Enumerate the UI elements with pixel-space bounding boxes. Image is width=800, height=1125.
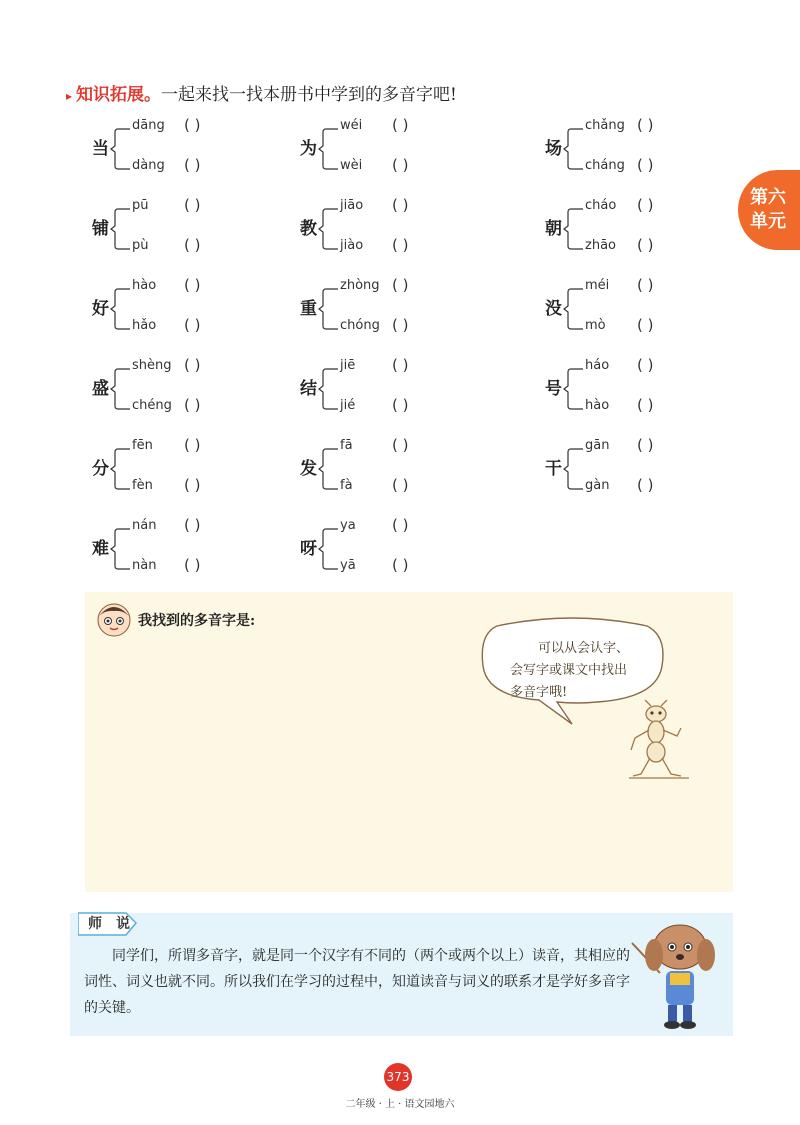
pinyin-reading: mò bbox=[585, 318, 606, 333]
answer-blank[interactable]: ( ) bbox=[184, 116, 201, 134]
brace-icon bbox=[318, 446, 340, 492]
section-marker-icon: ▸ bbox=[66, 89, 73, 103]
answer-blank[interactable]: ( ) bbox=[184, 156, 201, 174]
student-avatar-icon bbox=[95, 600, 133, 638]
answer-blank[interactable]: ( ) bbox=[184, 556, 201, 574]
dog-teacher-icon bbox=[630, 913, 730, 1033]
polyphonic-group bbox=[92, 198, 322, 258]
pinyin-reading: shèng bbox=[132, 358, 172, 373]
brace-icon bbox=[563, 366, 585, 412]
brace-icon bbox=[318, 126, 340, 172]
polyphonic-char: 没 bbox=[545, 299, 562, 319]
brace-icon bbox=[563, 446, 585, 492]
bubble-line: 会写字或课文中找出 bbox=[510, 663, 628, 678]
bubble-line: 多音字哦! bbox=[510, 685, 568, 700]
teacher-says-box bbox=[70, 913, 733, 1036]
pinyin-reading: nán bbox=[132, 518, 157, 533]
brace-icon bbox=[563, 286, 585, 332]
brace-icon bbox=[110, 526, 132, 572]
pinyin-reading: gān bbox=[585, 438, 610, 453]
polyphonic-char: 重 bbox=[300, 299, 317, 319]
answer-blank[interactable]: ( ) bbox=[184, 516, 201, 534]
polyphonic-char: 干 bbox=[545, 459, 562, 479]
answer-blank[interactable]: ( ) bbox=[637, 116, 654, 134]
brace-icon bbox=[318, 526, 340, 572]
pinyin-reading: zhòng bbox=[340, 278, 380, 293]
answer-area[interactable] bbox=[85, 592, 733, 892]
answer-blank[interactable]: ( ) bbox=[637, 396, 654, 414]
pinyin-reading: hǎo bbox=[132, 318, 157, 333]
answer-blank[interactable]: ( ) bbox=[637, 156, 654, 174]
teacher-text bbox=[84, 943, 632, 1021]
pinyin-reading: fēn bbox=[132, 438, 153, 453]
bubble-text bbox=[510, 638, 660, 704]
polyphonic-char: 当 bbox=[92, 139, 109, 159]
polyphonic-char: 结 bbox=[300, 379, 317, 399]
brace-icon bbox=[110, 206, 132, 252]
answer-blank[interactable]: ( ) bbox=[184, 236, 201, 254]
pinyin-reading: jiào bbox=[340, 238, 364, 253]
answer-blank[interactable]: ( ) bbox=[637, 236, 654, 254]
pinyin-reading: dāng bbox=[132, 118, 165, 133]
section-heading: 知识拓展。 bbox=[76, 85, 162, 105]
answer-blank[interactable]: ( ) bbox=[184, 436, 201, 454]
pinyin-reading: pū bbox=[132, 198, 149, 213]
answer-blank[interactable]: ( ) bbox=[184, 356, 201, 374]
answer-blank[interactable]: ( ) bbox=[392, 196, 409, 214]
polyphonic-char: 教 bbox=[300, 219, 317, 239]
polyphonic-group bbox=[300, 198, 530, 258]
footer-text: 二年级 · 上 · 语文园地六 bbox=[345, 1099, 455, 1110]
brace-icon bbox=[318, 286, 340, 332]
pinyin-reading: zhāo bbox=[585, 238, 616, 253]
answer-blank[interactable]: ( ) bbox=[637, 476, 654, 494]
polyphonic-group bbox=[300, 358, 530, 418]
brace-icon bbox=[318, 366, 340, 412]
pinyin-reading: chǎng bbox=[585, 118, 625, 133]
brace-icon bbox=[318, 206, 340, 252]
teacher-tag-label: 师说 bbox=[88, 916, 144, 932]
ant-character-icon bbox=[625, 700, 695, 780]
pinyin-reading: háo bbox=[585, 358, 610, 373]
polyphonic-char: 铺 bbox=[92, 219, 109, 239]
brace-icon bbox=[563, 206, 585, 252]
polyphonic-group bbox=[92, 278, 322, 338]
answer-blank[interactable]: ( ) bbox=[392, 436, 409, 454]
polyphonic-group bbox=[92, 518, 322, 578]
polyphonic-char: 为 bbox=[300, 139, 317, 159]
brace-icon bbox=[110, 126, 132, 172]
brace-icon bbox=[110, 366, 132, 412]
answer-blank[interactable]: ( ) bbox=[392, 396, 409, 414]
answer-blank[interactable]: ( ) bbox=[392, 156, 409, 174]
answer-blank[interactable]: ( ) bbox=[184, 276, 201, 294]
answer-blank[interactable]: ( ) bbox=[184, 476, 201, 494]
answer-blank[interactable]: ( ) bbox=[637, 356, 654, 374]
pinyin-reading: jiē bbox=[340, 358, 356, 373]
answer-blank[interactable]: ( ) bbox=[184, 316, 201, 334]
brace-icon bbox=[563, 126, 585, 172]
polyphonic-char: 好 bbox=[92, 299, 109, 319]
unit-tab-line2: 单元 bbox=[750, 211, 786, 232]
pinyin-reading: fā bbox=[340, 438, 353, 453]
pinyin-reading: jiāo bbox=[340, 198, 364, 213]
answer-blank[interactable]: ( ) bbox=[392, 276, 409, 294]
section-instruction: 一起来找一找本册书中学到的多音字吧! bbox=[161, 85, 457, 105]
polyphonic-char: 分 bbox=[92, 459, 109, 479]
answer-blank[interactable]: ( ) bbox=[392, 236, 409, 254]
brace-icon bbox=[110, 446, 132, 492]
bubble-line: 可以从会认字、 bbox=[538, 641, 630, 656]
pinyin-reading: hào bbox=[132, 278, 157, 293]
answer-blank[interactable]: ( ) bbox=[392, 316, 409, 334]
brace-icon bbox=[110, 286, 132, 332]
teacher-tag bbox=[78, 909, 144, 941]
answer-blank[interactable]: ( ) bbox=[184, 396, 201, 414]
answer-blank[interactable]: ( ) bbox=[184, 196, 201, 214]
polyphonic-group bbox=[300, 438, 530, 498]
answer-blank[interactable]: ( ) bbox=[392, 476, 409, 494]
polyphonic-group bbox=[545, 358, 775, 418]
polyphonic-char: 场 bbox=[545, 139, 562, 159]
answer-blank[interactable]: ( ) bbox=[637, 196, 654, 214]
pinyin-reading: gàn bbox=[585, 478, 610, 493]
polyphonic-char: 朝 bbox=[545, 219, 562, 239]
polyphonic-group bbox=[92, 118, 322, 178]
answer-blank[interactable]: ( ) bbox=[392, 356, 409, 374]
polyphonic-group bbox=[92, 358, 322, 418]
pinyin-reading: fèn bbox=[132, 478, 153, 493]
polyphonic-char: 发 bbox=[300, 459, 317, 479]
polyphonic-group bbox=[545, 278, 775, 338]
polyphonic-group bbox=[545, 198, 775, 258]
pinyin-reading: yā bbox=[340, 558, 356, 573]
pinyin-reading: cháo bbox=[585, 198, 617, 213]
pinyin-reading: hào bbox=[585, 398, 610, 413]
polyphonic-group bbox=[545, 438, 775, 498]
answer-blank[interactable]: ( ) bbox=[637, 436, 654, 454]
pinyin-reading: méi bbox=[585, 278, 610, 293]
answer-blank[interactable]: ( ) bbox=[392, 556, 409, 574]
answer-blank[interactable]: ( ) bbox=[637, 276, 654, 294]
pinyin-reading: cháng bbox=[585, 158, 625, 173]
polyphonic-char: 号 bbox=[545, 379, 562, 399]
polyphonic-group bbox=[92, 438, 322, 498]
unit-tab-line1: 第六 bbox=[750, 187, 786, 208]
polyphonic-char: 难 bbox=[92, 539, 109, 559]
pinyin-reading: chéng bbox=[132, 398, 172, 413]
pinyin-reading: wéi bbox=[340, 118, 363, 133]
pinyin-reading: pù bbox=[132, 238, 149, 253]
polyphonic-group bbox=[545, 118, 775, 178]
polyphonic-group bbox=[300, 278, 530, 338]
pinyin-reading: fà bbox=[340, 478, 353, 493]
answer-prompt: 我找到的多音字是: bbox=[138, 613, 256, 629]
polyphonic-char: 盛 bbox=[92, 379, 109, 399]
answer-blank[interactable]: ( ) bbox=[392, 516, 409, 534]
teacher-text-body: 同学们，所谓多音字，就是同一个汉字有不同的（两个或两个以上）读音，其相应的词性、词义也就不同。所以我们在学习的过程中，知道读音与词义的联系才是学好多音字的关键。 bbox=[84, 948, 630, 1016]
pinyin-reading: jié bbox=[340, 398, 356, 413]
pinyin-reading: nàn bbox=[132, 558, 157, 573]
pinyin-reading: wèi bbox=[340, 158, 363, 173]
pinyin-reading: chóng bbox=[340, 318, 380, 333]
polyphonic-char: 呀 bbox=[300, 539, 317, 559]
pinyin-reading: ya bbox=[340, 518, 356, 533]
section-title bbox=[66, 80, 457, 105]
answer-blank[interactable]: ( ) bbox=[392, 116, 409, 134]
pinyin-reading: dàng bbox=[132, 158, 165, 173]
polyphonic-group bbox=[300, 518, 530, 578]
page-number: 373 bbox=[384, 1063, 412, 1091]
answer-blank[interactable]: ( ) bbox=[637, 316, 654, 334]
polyphonic-group bbox=[300, 118, 530, 178]
